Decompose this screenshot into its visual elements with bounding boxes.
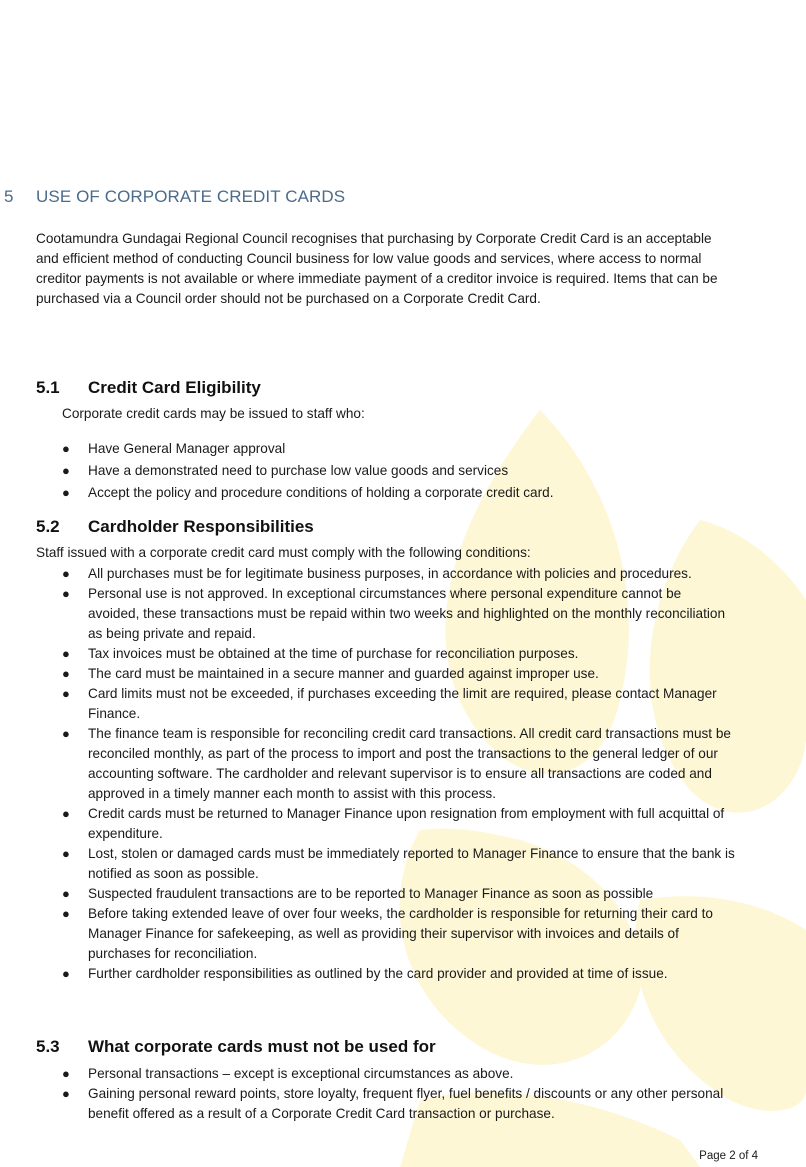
list-item: ● Accept the policy and procedure conditions of holding a corporate credit card. [36, 483, 736, 503]
responsibilities-lead: Staff issued with a corporate credit card must comply with the following conditions: [36, 545, 531, 560]
subsection-number: 5.3 [36, 1037, 60, 1056]
list-item: ● All purchases must be for legitimate business purposes, in accordance with policies and procedures. [36, 564, 736, 584]
bullet-icon: ● [62, 646, 70, 661]
list-item: ● Have a demonstrated need to purchase low value goods and services [36, 461, 736, 481]
subsection-number: 5.2 [36, 517, 60, 536]
bullet-icon: ● [62, 566, 70, 581]
subsection-heading-5-3 [36, 1037, 436, 1057]
prohibited-uses-list [36, 1064, 736, 1124]
bullet-icon: ● [62, 1086, 70, 1101]
list-item: ● The finance team is responsible for reconciling credit card transactions. All credit card transactions must be reconciled monthly, as part of the process to import and post the transactions to the general ledger of our accounting software. The cardholder and relevant supervisor is to ensure all transactions are coded and approved in a timely manner each month to assist with this process. [62, 726, 731, 801]
bullet-icon: ● [62, 906, 70, 921]
bullet-icon: ● [62, 586, 70, 601]
section-heading [4, 187, 345, 207]
eligibility-lead: Corporate credit cards may be issued to staff who: [62, 406, 365, 421]
bullet-icon: ● [62, 463, 70, 478]
section-intro-paragraph: Cootamundra Gundagai Regional Council recognises that purchasing by Corporate Credit Card is an acceptable and efficient method of conducting Council business for low value goods and services, where access to normal creditor payments is not available or where immediate payment of a creditor invoice is required. Items that can be purchased via a Council order should not be purchased on a Corporate Credit Card. [36, 231, 718, 306]
list-item: ● Suspected fraudulent transactions are to be reported to Manager Finance as soon as possible [36, 884, 736, 904]
subsection-number: 5.1 [36, 378, 60, 397]
subsection-heading-5-1 [36, 378, 261, 398]
bullet-icon: ● [62, 806, 70, 821]
subsection-title: Cardholder Responsibilities [88, 517, 314, 536]
list-item: ● Have General Manager approval [36, 439, 736, 459]
list-item: ● Personal use is not approved. In exceptional circumstances where personal expenditure cannot be avoided, these transactions must be repaid within two weeks and highlighted on the monthly reconciliation as being private and repaid. [62, 586, 726, 641]
bullet-icon: ● [62, 726, 70, 741]
page-number: Page 2 of 4 [699, 1150, 758, 1162]
subsection-title: What corporate cards must not be used for [88, 1037, 436, 1056]
list-item: ● Tax invoices must be obtained at the time of purchase for reconciliation purposes. [36, 644, 736, 664]
eligibility-list [36, 439, 736, 505]
list-item: ● The card must be maintained in a secure manner and guarded against improper use. [36, 664, 736, 684]
bullet-icon: ● [62, 966, 70, 981]
section-title: USE OF CORPORATE CREDIT CARDS [36, 187, 346, 206]
list-item: ● Further cardholder responsibilities as outlined by the card provider and provided at time of issue. [36, 964, 736, 984]
subsection-title: Credit Card Eligibility [88, 378, 261, 397]
list-item: ● Personal transactions – except is exceptional circumstances as above. [36, 1064, 736, 1084]
bullet-icon: ● [62, 666, 70, 681]
list-item: ● Card limits must not be exceeded, if purchases exceeding the limit are required, please contact Manager Finance. [62, 686, 717, 721]
responsibilities-list [36, 564, 736, 984]
subsection-heading-5-2 [36, 517, 314, 537]
bullet-icon: ● [62, 846, 70, 861]
bullet-icon: ● [62, 886, 70, 901]
bullet-icon: ● [62, 485, 70, 500]
list-item: ● Before taking extended leave of over four weeks, the cardholder is responsible for returning their card to Manager Finance for safekeeping, as well as providing their supervisor with invoices and details of purchases for reconciliation. [62, 906, 713, 961]
bullet-icon: ● [62, 1066, 70, 1081]
section-number: 5 [4, 187, 14, 206]
bullet-icon: ● [62, 441, 70, 456]
list-item: ● Gaining personal reward points, store loyalty, frequent flyer, fuel benefits / discounts or any other personal benefit offered as a result of a Corporate Credit Card transaction or purchase. [62, 1086, 724, 1121]
list-item: ● Lost, stolen or damaged cards must be immediately reported to Manager Finance to ensure that the bank is notified as soon as possible. [62, 846, 735, 881]
list-item: ● Credit cards must be returned to Manager Finance upon resignation from employment with full acquittal of expenditure. [62, 806, 725, 841]
bullet-icon: ● [62, 686, 70, 701]
